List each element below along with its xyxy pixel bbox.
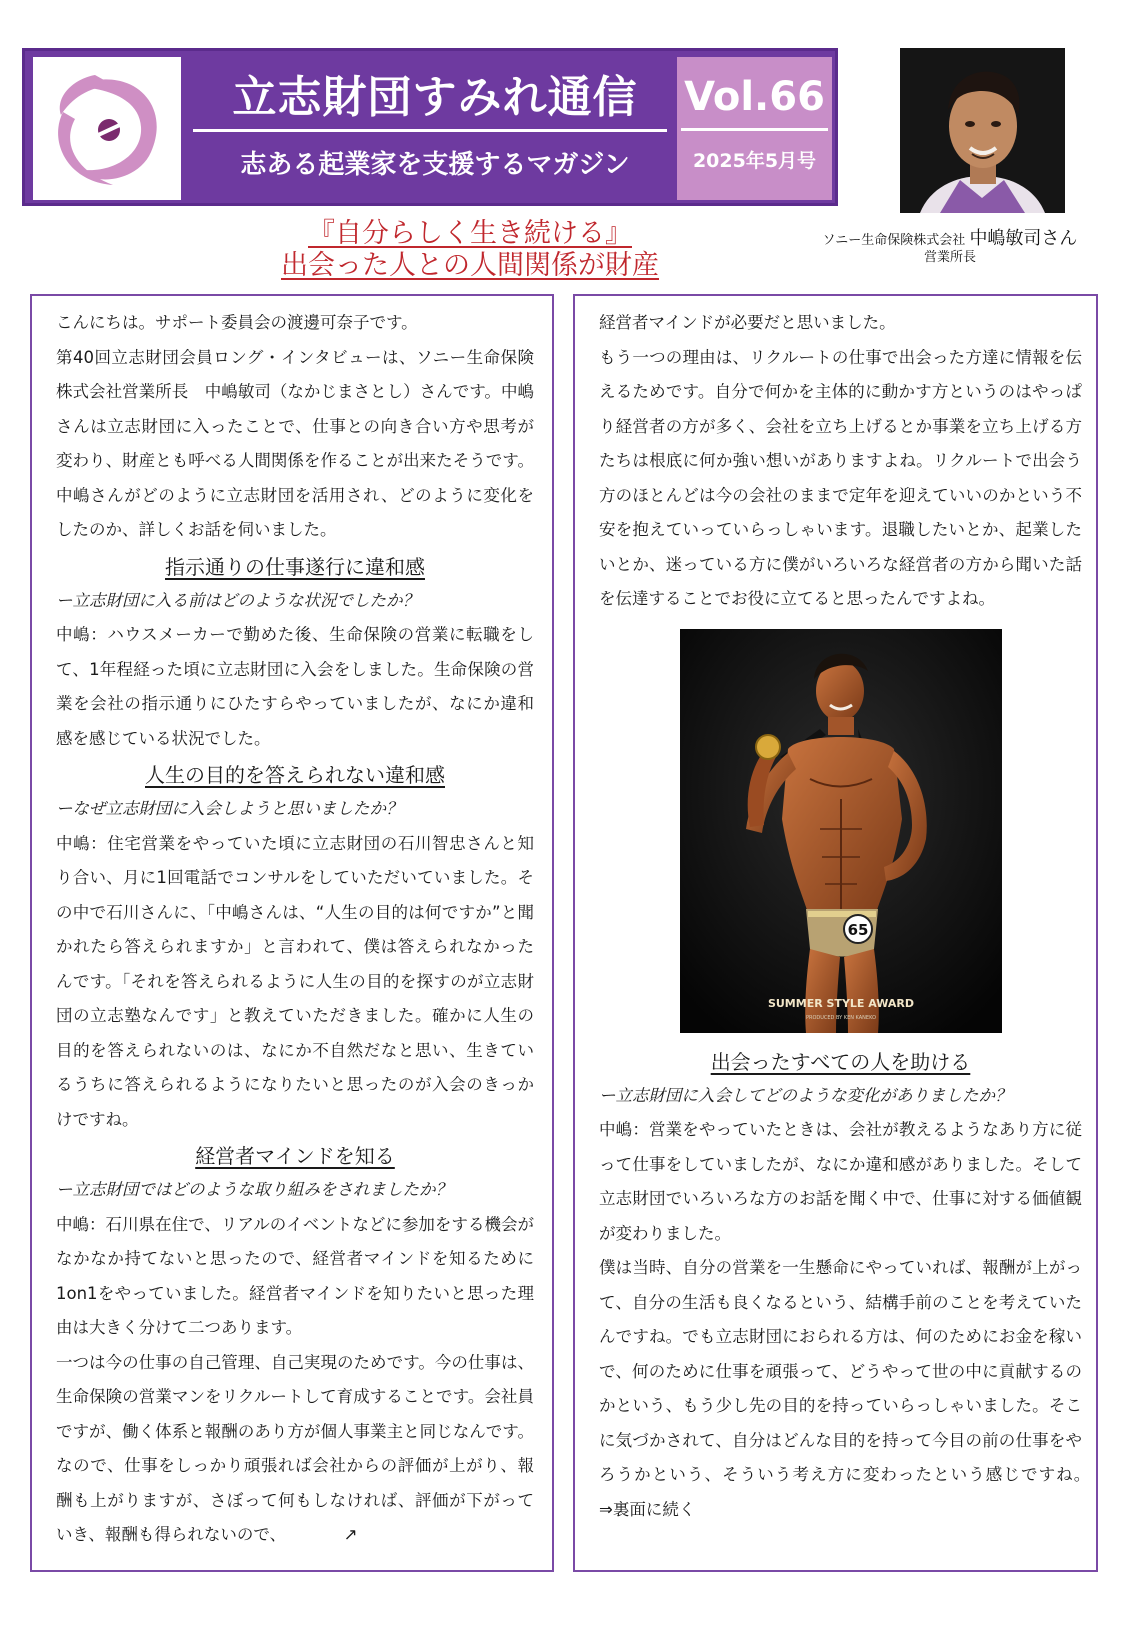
answer-1: 中嶋：ハウスメーカーで勤めた後、生命保険の営業に転職をして、1年程経った頃に立志財団に入会をしました。生命保険の営業を会社の指示通りにひたすらやっていましたが、なにか違和感を感じている状況でした。 [56,625,534,748]
intro-greeting: こんにちは。サポート委員会の渡邊可奈子です。 [56,313,418,332]
volume-box [677,57,832,200]
caption-company: ソニー生命保険株式会社 [822,233,966,248]
newsletter-title: 立志財団すみれ通信 [232,72,638,123]
portrait-caption [800,230,1100,270]
volume-divider [681,128,828,131]
continued-on-back: ⇒裏面に続く [599,1499,696,1519]
right-paragraph-1: 経営者マインドが必要だと思いました。 [599,313,896,332]
right-column [573,294,1098,1572]
event-banner-title: SUMMER STYLE AWARD [767,996,914,1010]
caption-role: 営業所長 [923,250,976,265]
volume-number: Vol.66 [684,74,825,120]
answer-2: 中嶋：住宅営業をやっていた頃に立志財団の石川智忠さんと知り合い、月に1回電話でコンサルをしていただいていました。その中で石川さんに、「中嶋さんは、“人生の目的は何ですか”と聞かれたら答えられますか」と言われて、僕は答えられなかったんです。「それを答えられるように人生の目的を探すのが立志財団の立志塾なんです」と教えていただきました。確かに人生の目的を答えられないのは、なにか不自然だなと思い、生きているうちに答えられるようになりたいと思ったのが入会のきっかけですね。 [56,833,534,1129]
issue-date: 2025年5月号 [692,150,817,172]
answer-4-part-2 [599,1251,1082,1527]
intro-paragraph: 第40回立志財団会員ロング・インタビューは、ソニー生命保険株式会社営業所長 中嶋敏司（なかじまさとし）さんです。中嶋さんは立志財団に入ったことで、仕事との向き合い方や思考が変わり、財産とも呼べる人間関係を作ることが出来たそうです。中嶋さんがどのように立志財団を活用され、どのように変化をしたのか、詳しくお話を伺いました。 [56,347,534,539]
article-headline [150,218,790,288]
right-paragraph-2: もう一つの理由は、リクルートの仕事で出会った方達に情報を伝えるためです。自分で何かを主体的に動かす方というのはやっぱり経営者の方が多く、会社を立ち上げるとか事業を立ち上げる方たちは根底に何か強い想いがありますよね。リクルートで出会う方のほとんどは今の会社のままで定年を迎えていいのかという不安を抱えていっていらっしゃいます。退職したいとか、起業したいとか、迷っている方に僕がいろいろな経営者の方から聞いた話を伝達することでお役に立てると思ったんですよね。 [599,347,1082,608]
answer-3-part-2 [56,1346,534,1553]
headline-line-1: 『自分らしく生き続ける』 [308,218,632,249]
newsletter-subtitle: 志ある起業家を支援するマガジン [240,150,630,180]
answer-3-part-1: 中嶋：石川県在住で、リアルのイベントなどに参加をする機会がなかなか持てないと思ったので、経営者マインドを知るために1on1をやっていました。経営者マインドを知りたいと思った理由は大きく分けて二つあります。 [56,1214,534,1337]
foundation-logo [33,57,181,200]
section-heading-3: 経営者マインドを知る [195,1144,395,1168]
section-heading-4: 出会ったすべての人を助ける [710,1049,971,1074]
section-heading-1: 指示通りの仕事遂行に違和感 [165,554,425,579]
section-heading-2: 人生の目的を答えられない違和感 [145,763,445,787]
question-2: ーなぜ立志財団に入会しようと思いましたか？ [56,799,403,818]
answer-4-part-1: 中嶋：営業をやっていたときは、会社が教えるようなあり方に従って仕事をしていましたが、なにか違和感がありました。そして立志財団でいろいろな方のお話を聞く中で、仕事に対する価値観が変わりました。 [599,1120,1082,1243]
interviewee-portrait [900,48,1065,213]
answer-4-text: 僕は当時、自分の営業を一生懸命にやっていれば、報酬が上がって、自分の生活も良くなるという、結構手前のことを考えていたんですね。でも立志財団におられる方は、何のためにお金を稼いで、何のために仕事を頑張って、どうやって世の中に貢献するのかという、もう少し先の目的を持っていらっしゃいました。そこに気づかされて、自分はどんな目的を持って今目の前の仕事をやろうかという、そういう考え方に変わったという感じですね。 [599,1258,1082,1484]
headline-line-2: 出会った人との人間関係が財産 [281,250,659,281]
masthead-banner [22,48,838,206]
bib-number: 65 [847,920,868,939]
question-4: ー立志財団に入会してどのような変化がありましたか？ [599,1085,1012,1105]
question-3: ー立志財団ではどのような取り組みをされましたか？ [56,1180,452,1199]
bodybuilding-photo [680,629,1002,1033]
continue-arrow-icon: ↗ [343,1525,358,1544]
question-1: ー立志財団に入る前はどのような状況でしたか？ [56,590,419,610]
left-column [30,294,554,1572]
event-banner-credit: PRODUCED BY KEN KANEKO [805,1014,876,1021]
caption-name: 中嶋敏司さん [969,228,1078,249]
title-divider [193,129,667,132]
answer-3-text: 一つは今の仕事の自己管理、自己実現のためです。今の仕事は、生命保険の営業マンをリクルートして育成することです。会社員ですが、働く体系と報酬のあり方が個人事業主と同じなんです。なので、仕事をしっかり頑張れば会社からの評価が上がり、報酬も上がりますが、さぼって何もしなければ、評価が下がっていき、報酬も得られないので、 [56,1352,534,1544]
